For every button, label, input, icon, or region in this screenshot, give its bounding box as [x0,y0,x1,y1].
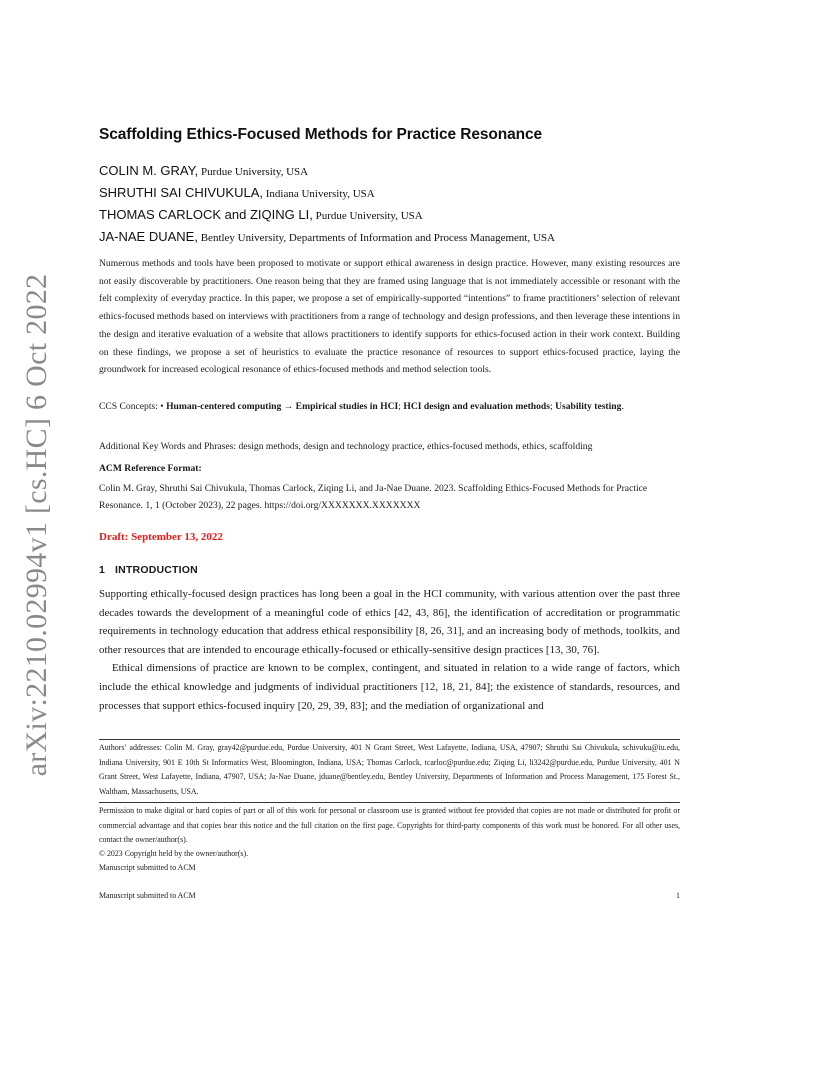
ccs-term: Usability testing [555,401,622,412]
author-list [99,160,680,248]
author-addresses-footnote: Authors’ addresses: Colin M. Gray, gray42@purdue.edu, Purdue University, 401 N Grant Street, West Lafayette, Indiana, USA, 47907; Shruthi Sai Chivukula, schivuku@iu.edu, Indiana University, 901 E 10th St Informatics West, Bloomington, Indiana, USA; Thomas Carlock, tcarloc@purdue.edu; Ziqing Li, li3242@purdue.edu, Purdue University, 401 N Grant Street, West Lafayette, Indiana, 47907, USA; Ja-Nae Duane, jduane@bentley.edu, Bentley University, Departments of Information and Process Management, 175 Forest St., Waltham, Massachusetts, USA. [99,743,680,796]
permission-divider [99,802,680,803]
copyright-notice: © 2023 Copyright held by the owner/author(s). [99,849,249,858]
submission-notice: Manuscript submitted to ACM [99,863,196,872]
author-affiliation: Purdue University, USA [198,166,309,178]
ccs-term: HCI design and evaluation methods [403,401,550,412]
author-entry [99,204,680,226]
intro-paragraph: Supporting ethically-focused design practices has long been a goal in the HCI community, with various attention over the past three decades towards the development of a meaningful code of ethics [42, 43, 86], the identification of accreditation or programmatic requirements in technology education that address ethical responsibility [8, 26, 31], and an increasing body of methods, toolkits, and other resources that are intended to encourage ethically-focused or ethically-sensitive design practices [13, 30, 76]. [99,588,680,656]
author-affiliation: Bentley University, Departments of Information and Process Management, USA [197,232,555,244]
page-number: 1 [676,891,680,900]
introduction-body [99,585,680,715]
abstract: Numerous methods and tools have been proposed to motivate or support ethical awareness in design practice. However, many existing resources are not easily discoverable by practitioners. One reason being that they are framed using language that is not immediately accessible or resonant with the felt complexity of everyday practice. In this paper, we propose a set of empirically-supported “intentions” to frame practitioners’ selection of relevant ethics-focused methods based on interviews with practitioners from a range of technology and design professions, and then leverage these intentions in the design and iterative evaluation of a website that allows practitioners to identify supports for ethics-focused action in their work context. Building on these findings, we propose a set of heuristics to evaluate the practice resonance of resources to support ethics-focused practice, laying the groundwork for increased ecological resonance of ethics-focused methods and method selection tools. [99,258,680,376]
paper-title: Scaffolding Ethics-Focused Methods for Practice Resonance [99,126,543,143]
author-affiliation: Purdue University, USA [312,210,423,222]
author-name: THOMAS CARLOCK and ZIQING LI, [99,207,313,222]
author-name: COLIN M. GRAY, [99,163,199,178]
acm-reference-body: Colin M. Gray, Shruthi Sai Chivukula, Thomas Carlock, Ziqing Li, and Ja-Nae Duane. 2023. Scaffolding Ethics-Focused Methods for Practice Resonance. 1, 1 (October 2023), 22 pages. https://doi.org/XXXXXXX.XXXXXXX [99,483,648,511]
section-heading [99,564,198,576]
permission-notice: Permission to make digital or hard copies of part or all of this work for personal or classroom use is granted without fee provided that copies are not made or distributed for profit or commercial advantage and that copies bear this notice and the full citation on the first page. Copyrights for third-party components of this work must be honored. For all other uses, contact the owner/author(s). [99,806,680,844]
keywords: Additional Key Words and Phrases: design methods, design and technology practice, ethics-focused methods, ethics, scaffolding [99,441,593,452]
ccs-arrow: → [281,401,296,412]
author-name: SHRUTHI SAI CHIVUKULA, [99,185,263,200]
running-footer: Manuscript submitted to ACM [99,891,196,900]
ccs-end: . [621,401,624,412]
author-entry [99,160,680,182]
section-number: 1 [99,564,106,576]
ccs-label: CCS Concepts: • [99,401,167,412]
footnote-divider [99,739,680,740]
draft-label: Draft: September 13, 2022 [99,531,223,543]
ccs-term: Human-centered computing [166,401,282,412]
section-title: INTRODUCTION [115,564,198,576]
ccs-term: Empirical studies in HCI [295,401,399,412]
acm-reference-heading: ACM Reference Format: [99,463,202,474]
arxiv-sidebar [16,273,58,777]
ccs-concepts [99,399,680,416]
intro-paragraph: Ethical dimensions of practice are known to be complex, contingent, and situated in relation to a wide range of factors, which include the ethical knowledge and judgments of individual practitioners [12, 18, 21, 84]; the existence of standards, resources, and processes that support ethics-focused inquiry [20, 29, 39, 83]; and the mediation of organizational and [99,662,680,712]
author-affiliation: Indiana University, USA [262,188,375,200]
author-name: JA-NAE DUANE, [99,229,198,244]
ccs-separator: ; [549,401,556,412]
author-entry [99,226,680,248]
ccs-separator: ; [398,401,404,412]
arxiv-identifier: arXiv:2210.02994v1 [cs.HC] 6 Oct 2022 [20,273,53,777]
author-entry [99,182,680,204]
